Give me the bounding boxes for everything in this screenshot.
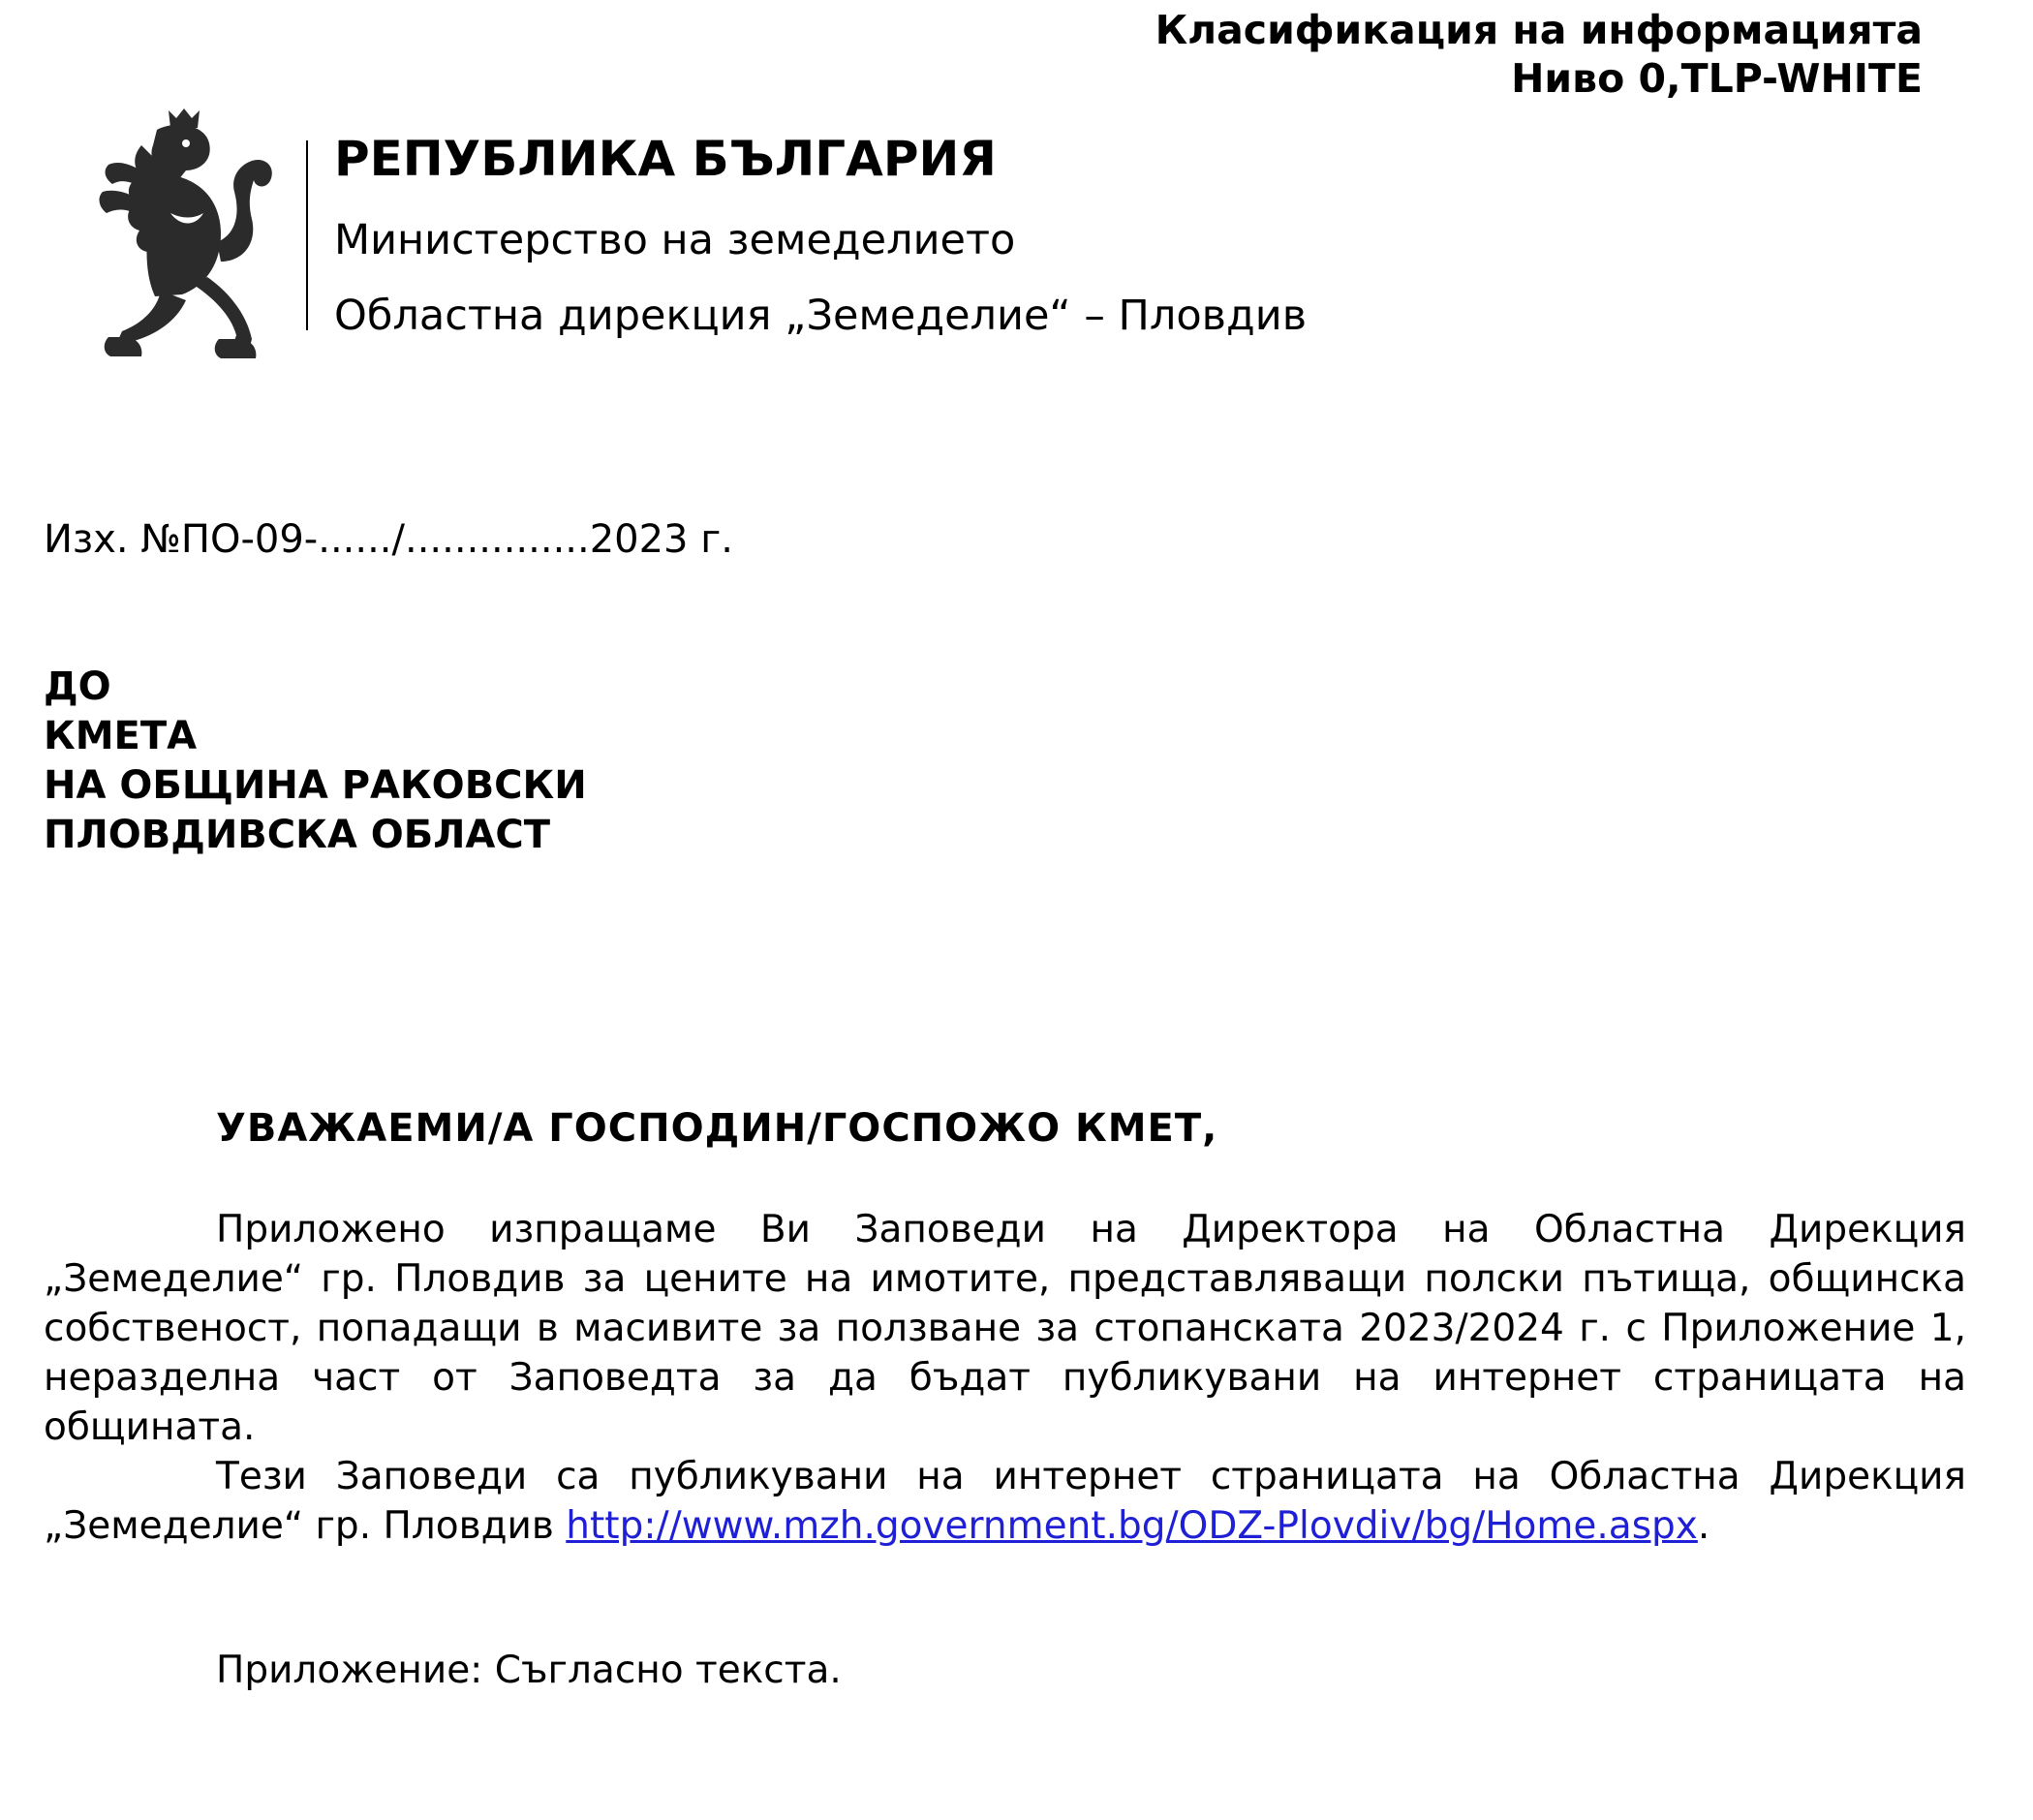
outgoing-number: Изх. №ПО-09-....../...............2023 г. (44, 517, 733, 562)
addressee-block (44, 663, 587, 860)
directorate-name: Областна дирекция „Земеделие“ – Пловдив (334, 292, 1308, 340)
odz-plovdiv-link[interactable]: http://www.mzh.government.bg/ODZ-Plovdiv/bg/Home.aspx (566, 1504, 1698, 1548)
body-paragraph-text: Тези Заповеди са публикувани на интернет страницата на Областна Дирекция „Земеделие“ гр. Пловдив (44, 1455, 1966, 1548)
classification-block (1155, 6, 1923, 103)
body-paragraph (44, 1452, 1966, 1551)
addressee-line: КМЕТА (44, 714, 198, 758)
attachment-note: Приложение: Съгласно текста. (216, 1649, 842, 1692)
letter-body (44, 1205, 1966, 1551)
salutation: УВАЖАЕМИ/А ГОСПОДИН/ГОСПОЖО КМЕТ, (216, 1106, 1218, 1151)
addressee-line: ПЛОВДИВСКА ОБЛАСТ (44, 813, 551, 857)
header-divider (306, 140, 308, 330)
addressee-line: НА ОБЩИНА РАКОВСКИ (44, 763, 587, 808)
bulgarian-lion-emblem-icon (85, 107, 283, 362)
body-paragraph-end: . (1697, 1504, 1710, 1548)
country-title: РЕПУБЛИКА БЪЛГАРИЯ (334, 131, 997, 187)
body-paragraph: Приложено изпращаме Ви Заповеди на Директора на Областна Дирекция „Земеделие“ гр. Пловдив за цените на имотите, представляващи полски пътища, общинска собственост, попадащи в масивите за ползване за стопанската 2023/2024 г. с Приложение 1, неразделна част от Заповедта за да бъдат публикувани на интернет страницата на общината. (44, 1208, 1966, 1449)
ministry-name: Министерство на земеделието (334, 216, 1016, 264)
classification-level: Ниво 0,TLP-WHITE (1511, 55, 1923, 102)
addressee-line: ДО (44, 664, 111, 709)
classification-title: Класификация на информацията (1155, 7, 1923, 53)
